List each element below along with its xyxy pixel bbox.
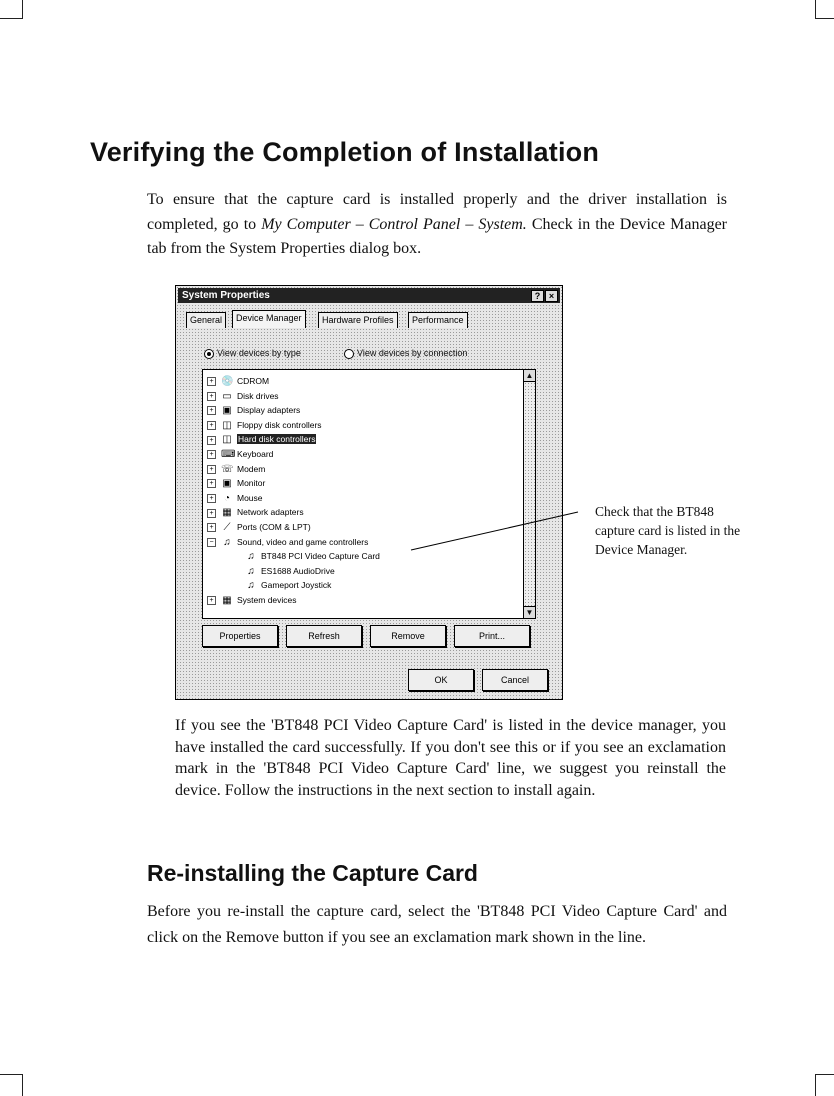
device-label: Gameport Joystick xyxy=(261,580,332,591)
scroll-down-arrow-icon[interactable]: ▼ xyxy=(525,608,534,617)
device-label: ES1688 AudioDrive xyxy=(261,565,335,576)
device-label: Network adapters xyxy=(237,507,304,518)
callout-note: Check that the BT848 capture card is listed in the Device Manager. xyxy=(595,504,741,557)
device-label: Modem xyxy=(237,463,266,474)
ok-button[interactable]: OK xyxy=(408,669,474,691)
device-icon: ♫ xyxy=(247,565,255,577)
close-button[interactable]: × xyxy=(545,290,558,302)
tab-device-manager[interactable]: Device Manager xyxy=(232,310,306,328)
device-label: BT848 PCI Video Capture Card xyxy=(261,551,380,562)
cancel-button[interactable]: Cancel xyxy=(482,669,548,691)
device-icon: ◫ xyxy=(222,434,232,446)
expand-icon[interactable]: + xyxy=(207,509,216,518)
device-icon: ☏ xyxy=(221,463,234,475)
device-icon: ◔ xyxy=(223,492,231,504)
device-icon: ♫ xyxy=(223,536,231,548)
expand-icon[interactable]: + xyxy=(207,494,216,503)
remove-button[interactable]: Remove xyxy=(370,625,446,647)
expand-icon[interactable]: + xyxy=(207,406,216,415)
device-icon: ◫ xyxy=(222,419,232,431)
device-icon: ⌨ xyxy=(221,449,236,460)
scroll-up-arrow-icon[interactable]: ▲ xyxy=(525,371,534,380)
device-label: Ports (COM & LPT) xyxy=(237,522,311,532)
expand-icon[interactable]: + xyxy=(207,479,216,488)
section-heading: Verifying the Completion of Installation xyxy=(90,137,600,167)
device-label: Monitor xyxy=(237,478,266,489)
intro-text: To ensure that the capture card is installed properly and the driver installation is completed, go to xyxy=(147,191,727,233)
device-icon: 💿 xyxy=(221,376,234,387)
reinstall-paragraph: Before you re-install the capture card, select the 'BT848 PCI Video Capture Card' and click on the Remove button if you see an exclamation mark shown in the line. xyxy=(147,903,727,946)
tab-general[interactable]: General xyxy=(186,312,226,328)
tab-performance[interactable]: Performance xyxy=(408,312,468,328)
device-label: Floppy disk controllers xyxy=(237,419,322,430)
expand-icon[interactable]: + xyxy=(207,465,216,474)
expand-icon[interactable]: + xyxy=(207,392,216,401)
device-icon: ♫ xyxy=(247,580,255,592)
expand-icon[interactable]: + xyxy=(207,436,216,445)
reinstall-heading: Re-installing the Capture Card xyxy=(147,860,478,886)
refresh-button[interactable]: Refresh xyxy=(286,625,362,647)
expand-icon[interactable]: + xyxy=(207,450,216,459)
device-icon: ▭ xyxy=(222,390,232,402)
device-label: Mouse xyxy=(237,492,263,503)
collapse-icon[interactable]: − xyxy=(207,538,216,547)
device-icon: ▦ xyxy=(222,595,232,606)
dialog-title: System Properties xyxy=(182,290,270,301)
properties-button[interactable]: Properties xyxy=(202,625,278,647)
expand-icon[interactable]: + xyxy=(207,523,216,532)
device-icon: ▣ xyxy=(222,405,232,417)
device-label: Sound, video and game controllers xyxy=(237,536,369,547)
result-paragraph: If you see the 'BT848 PCI Video Capture Card' is listed in the device manager, you have installed the card successfully. If you don't see this or if you see an exclamation mark in the 'BT848 PCI Video Capture Card' line, we suggest you reinstall the device. Follow the instructions in the next section to install again. xyxy=(175,717,726,799)
device-icon: ♫ xyxy=(247,551,255,563)
expand-icon[interactable]: + xyxy=(207,596,216,605)
intro-text-end: Check in the Device Manager tab from the System Properties dialog box. xyxy=(147,215,728,257)
print-button[interactable]: Print... xyxy=(454,625,530,647)
expand-icon[interactable]: + xyxy=(207,377,216,386)
tab-hardware-profiles[interactable]: Hardware Profiles xyxy=(318,312,398,328)
device-icon: ▦ xyxy=(222,507,232,519)
radio-type-label: View devices by type xyxy=(217,348,301,358)
control-panel-path: My Computer – Control Panel – System. xyxy=(261,215,527,233)
radio-connection-label: View devices by connection xyxy=(357,348,468,358)
device-label: CDROM xyxy=(237,376,270,386)
help-button[interactable]: ? xyxy=(531,290,544,302)
device-label: Hard disk controllers xyxy=(238,434,316,445)
device-label: Display adapters xyxy=(237,405,301,416)
device-label: Keyboard xyxy=(237,449,274,459)
expand-icon[interactable]: + xyxy=(207,421,216,430)
device-icon: ⟋ xyxy=(223,522,231,533)
device-label: Disk drives xyxy=(237,390,279,401)
device-label: System devices xyxy=(237,595,297,605)
device-icon: ▣ xyxy=(222,478,232,490)
